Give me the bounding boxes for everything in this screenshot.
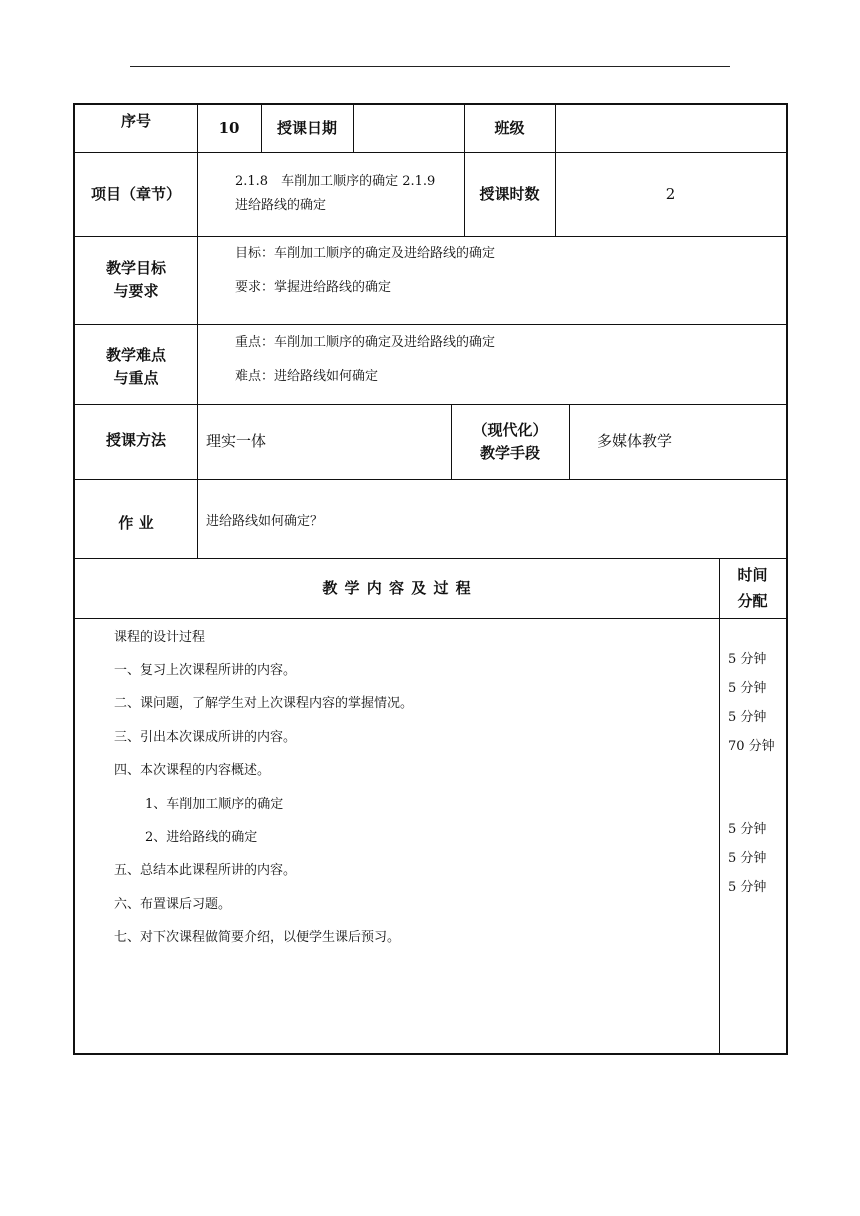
hours-value: 2 bbox=[665, 184, 676, 203]
time-value: 5 分钟 bbox=[728, 822, 767, 837]
project-value bbox=[235, 170, 464, 220]
content-line: 四、本次课程的内容概述。 bbox=[114, 763, 271, 778]
time-header-line2: 分配 bbox=[737, 592, 768, 610]
header-rule bbox=[130, 66, 730, 67]
objectives-label bbox=[75, 236, 197, 324]
media-label-line1: （现代化） bbox=[472, 421, 548, 439]
content-body bbox=[75, 618, 719, 1053]
content-header: 教 学 内 容 及 过 程 bbox=[322, 578, 472, 597]
keypoints-label-line2: 与重点 bbox=[113, 369, 159, 387]
hours-label: 授课时数 bbox=[479, 184, 540, 203]
method-value: 理实一体 bbox=[206, 432, 267, 450]
media-label bbox=[451, 408, 569, 476]
lesson-plan-table bbox=[73, 103, 788, 1055]
project-label: 项目（章节） bbox=[90, 184, 181, 203]
objectives-label-line2: 与要求 bbox=[113, 282, 159, 300]
class-label: 班级 bbox=[494, 119, 525, 137]
media-label-line2: 教学手段 bbox=[479, 444, 540, 462]
time-value: 5 分钟 bbox=[728, 710, 767, 725]
time-column bbox=[719, 618, 786, 1053]
content-line: 一、复习上次课程所讲的内容。 bbox=[114, 663, 297, 678]
seq-value: 10 bbox=[218, 119, 240, 137]
keypoints-key: 重点：车削加工顺序的确定及进给路线的确定 bbox=[235, 335, 496, 350]
time-header-line1: 时间 bbox=[737, 566, 768, 584]
project-value-line1: 2.1.8 车削加工顺序的确定 2.1.9 bbox=[235, 174, 436, 189]
homework-value: 进给路线如何确定？ bbox=[206, 514, 324, 529]
class-value bbox=[555, 105, 786, 152]
time-value: 5 分钟 bbox=[728, 652, 767, 667]
time-header bbox=[719, 558, 786, 618]
keypoints-difficulty: 难点：进给路线如何确定 bbox=[235, 369, 379, 384]
content-line: 七、对下次课程做简要介绍，以便学生课后预习。 bbox=[114, 930, 401, 945]
project-value-line2: 进给路线的确定 bbox=[235, 198, 327, 213]
content-line: 1、车削加工顺序的确定 bbox=[145, 797, 284, 812]
time-value: 5 分钟 bbox=[728, 851, 767, 866]
seq-label: 序号 bbox=[120, 112, 151, 130]
objectives-goal: 目标：车削加工顺序的确定及进给路线的确定 bbox=[235, 246, 496, 261]
objectives-content bbox=[235, 242, 775, 302]
objectives-requirement: 要求：掌握进给路线的确定 bbox=[235, 280, 392, 295]
date-label: 授课日期 bbox=[276, 119, 337, 137]
keypoints-label bbox=[75, 324, 197, 404]
media-value: 多媒体教学 bbox=[597, 432, 673, 450]
time-value: 70 分钟 bbox=[728, 739, 775, 754]
method-label: 授课方法 bbox=[105, 430, 166, 449]
homework-label: 作 业 bbox=[118, 514, 154, 532]
content-line: 六、布置课后习题。 bbox=[114, 897, 232, 912]
time-value: 5 分钟 bbox=[728, 880, 767, 895]
content-line: 五、总结本此课程所讲的内容。 bbox=[114, 863, 297, 878]
content-line: 二、课问题，了解学生对上次课程内容的掌握情况。 bbox=[114, 696, 414, 711]
objectives-label-line1: 教学目标 bbox=[105, 259, 166, 277]
content-line: 课程的设计过程 bbox=[114, 630, 206, 645]
time-value: 5 分钟 bbox=[728, 681, 767, 696]
content-line: 三、引出本次课成所讲的内容。 bbox=[114, 730, 297, 745]
keypoints-content bbox=[235, 331, 775, 391]
content-line: 2、进给路线的确定 bbox=[145, 830, 258, 845]
keypoints-label-line1: 教学难点 bbox=[105, 346, 166, 364]
date-value bbox=[353, 105, 464, 152]
